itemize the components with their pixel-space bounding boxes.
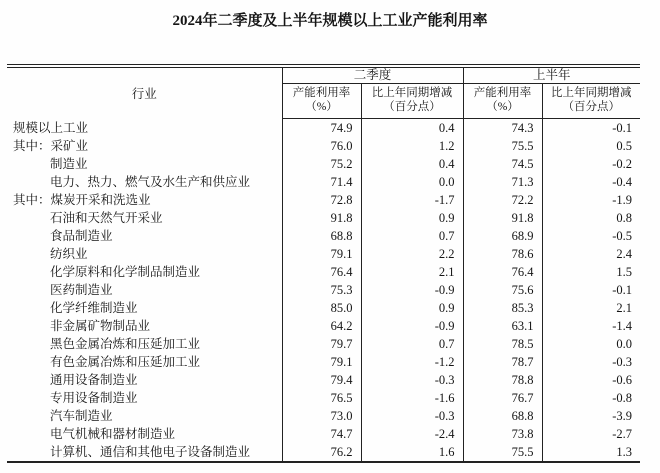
h1-change-cell: 1.3	[616, 445, 633, 459]
h1-change-cell: -0.1	[612, 121, 633, 135]
table-row	[7, 425, 640, 443]
q2-utilization-cell: 68.8	[282, 227, 361, 245]
q2-change-cell: -0.9	[361, 281, 463, 299]
h1-utilization-label: 产能利用率	[473, 87, 532, 99]
h1-change-label: 比上年同期增减	[551, 87, 632, 99]
q2-change-cell: -0.3	[361, 407, 463, 425]
industry-name-cell: 有色金属冶炼和压延加工业	[7, 353, 282, 371]
q2-change-cell: 0.0	[361, 173, 463, 191]
q2-change-cell: -0.9	[361, 317, 463, 335]
h1-utilization-cell: 68.9	[463, 227, 542, 245]
table-row	[7, 245, 640, 263]
h1-utilization-cell: 74.3	[463, 119, 542, 138]
industry-name-cell: 医药制造业	[7, 281, 282, 299]
industry-name-cell: 食品制造业	[7, 227, 282, 245]
h1-change-cell: -3.9	[612, 409, 633, 423]
col-header-industry: 行业	[7, 66, 282, 119]
h1-change-cell: 2.1	[616, 301, 633, 315]
table-row	[7, 281, 640, 299]
q2-utilization-cell: 75.3	[282, 281, 361, 299]
industry-name-cell: 黑色金属冶炼和压延加工业	[7, 335, 282, 353]
q2-utilization-cell: 79.7	[282, 335, 361, 353]
h1-utilization-cell: 76.7	[463, 389, 542, 407]
q2-utilization-cell: 74.7	[282, 425, 361, 443]
capacity-utilization-table	[7, 64, 640, 463]
q2-utilization-label: 产能利用率	[292, 87, 351, 99]
q2-utilization-cell: 76.2	[282, 443, 361, 462]
table-row	[7, 353, 640, 371]
q2-utilization-cell: 73.0	[282, 407, 361, 425]
q2-change-cell: -1.6	[361, 389, 463, 407]
q2-change-cell: 0.7	[361, 227, 463, 245]
h1-utilization-cell: 78.6	[463, 245, 542, 263]
h1-utilization-cell: 63.1	[463, 317, 542, 335]
h1-utilization-cell: 91.8	[463, 209, 542, 227]
h1-change-cell: 0.5	[616, 139, 633, 153]
h1-utilization-cell: 75.6	[463, 281, 542, 299]
q2-change-cell: 0.4	[361, 119, 463, 138]
h1-utilization-cell: 78.5	[463, 335, 542, 353]
industry-name-cell: 制造业	[7, 155, 282, 173]
q2-change-cell: -2.4	[361, 425, 463, 443]
table-row	[7, 317, 640, 335]
q2-change-cell: -1.2	[361, 353, 463, 371]
industry-name-cell: 石油和天然气开采业	[7, 209, 282, 227]
h1-change-cell: 0.8	[616, 211, 633, 225]
industry-name-cell: 通用设备制造业	[7, 371, 282, 389]
q2-change-cell: 2.1	[361, 263, 463, 281]
header-group-row	[7, 66, 640, 84]
table-row	[7, 227, 640, 245]
industry-name-cell: 纺织业	[7, 245, 282, 263]
h1-utilization-cell: 74.5	[463, 155, 542, 173]
h1-utilization-cell: 76.4	[463, 263, 542, 281]
table-row	[7, 389, 640, 407]
q2-change-label: 比上年同期增减	[371, 87, 453, 99]
table-body	[7, 119, 640, 463]
industry-name-cell: 计算机、通信和其他电子设备制造业	[7, 443, 282, 462]
table-row	[7, 209, 640, 227]
q2-utilization-cell: 64.2	[282, 317, 361, 335]
q2-utilization-cell: 79.4	[282, 371, 361, 389]
table-header	[7, 66, 640, 119]
table-row	[7, 299, 640, 317]
q2-utilization-cell: 71.4	[282, 173, 361, 191]
h1-change-cell: 0.0	[616, 337, 633, 351]
q2-utilization-cell: 85.0	[282, 299, 361, 317]
industry-name-cell: 电力、热力、燃气及水生产和供应业	[7, 173, 282, 191]
industry-name-cell: 化学原料和化学制品制造业	[7, 263, 282, 281]
table-row	[7, 335, 640, 353]
h1-change-cell: -0.8	[612, 391, 633, 405]
industry-name-cell: 汽车制造业	[7, 407, 282, 425]
q2-utilization-cell: 74.9	[282, 119, 361, 138]
table-row	[7, 137, 640, 155]
table-row	[7, 263, 640, 281]
q2-change-cell: -0.3	[361, 371, 463, 389]
q2-utilization-cell: 79.1	[282, 353, 361, 371]
h1-change-cell: -0.6	[612, 373, 633, 387]
h1-utilization-cell: 75.5	[463, 137, 542, 155]
h1-change-cell: -0.5	[612, 229, 633, 243]
h1-change-cell: 1.5	[616, 265, 633, 279]
q2-change-cell: 1.2	[361, 137, 463, 155]
q2-utilization-cell: 75.2	[282, 155, 361, 173]
h1-change-cell: -1.9	[612, 193, 633, 207]
h1-utilization-cell: 71.3	[463, 173, 542, 191]
page-title: 2024年二季度及上半年规模以上工业产能利用率	[172, 13, 488, 29]
industry-name-cell: 电气机械和器材制造业	[7, 425, 282, 443]
industry-name-cell: 专用设备制造业	[7, 389, 282, 407]
col-group-q2: 二季度	[282, 66, 463, 84]
industry-name-cell: 非金属矿物制品业	[7, 317, 282, 335]
q2-change-cell: 2.2	[361, 245, 463, 263]
q2-change-cell: 0.9	[361, 209, 463, 227]
col-header-q2-utilization	[282, 84, 361, 119]
col-group-h1: 上半年	[463, 66, 640, 84]
h1-change-unit: （百分点）	[562, 101, 621, 113]
h1-utilization-cell: 75.5	[463, 443, 542, 462]
h1-change-cell: 2.4	[616, 247, 633, 261]
h1-change-cell: -0.1	[612, 283, 633, 297]
h1-change-cell: -0.3	[612, 355, 633, 369]
col-header-h1-utilization	[463, 84, 542, 119]
table-row	[7, 407, 640, 425]
h1-utilization-unit: （%）	[486, 101, 519, 113]
h1-change-cell: -0.2	[612, 157, 633, 171]
table-row	[7, 191, 640, 209]
q2-utilization-cell: 91.8	[282, 209, 361, 227]
h1-utilization-cell: 78.8	[463, 371, 542, 389]
q2-change-cell: 0.7	[361, 335, 463, 353]
table-row	[7, 371, 640, 389]
q2-change-unit: （百分点）	[383, 101, 441, 113]
h1-utilization-cell: 73.8	[463, 425, 542, 443]
industry-name-cell: 其中：煤炭开采和洗选业	[7, 191, 282, 209]
q2-utilization-cell: 79.1	[282, 245, 361, 263]
table-row	[7, 443, 640, 462]
q2-utilization-cell: 76.0	[282, 137, 361, 155]
h1-utilization-cell: 68.8	[463, 407, 542, 425]
industry-name-cell: 规模以上工业	[7, 119, 282, 138]
table-row	[7, 155, 640, 173]
q2-utilization-cell: 76.5	[282, 389, 361, 407]
q2-utilization-unit: （%）	[305, 101, 338, 113]
col-header-h1-change	[542, 84, 640, 119]
table-row	[7, 119, 640, 138]
h1-change-cell: -1.4	[612, 319, 633, 333]
industry-name-cell: 其中：采矿业	[7, 137, 282, 155]
table-row	[7, 173, 640, 191]
q2-change-cell: 1.6	[361, 443, 463, 462]
h1-change-cell: -0.4	[612, 175, 633, 189]
q2-utilization-cell: 76.4	[282, 263, 361, 281]
h1-utilization-cell: 78.7	[463, 353, 542, 371]
industry-name-cell: 化学纤维制造业	[7, 299, 282, 317]
q2-utilization-cell: 72.8	[282, 191, 361, 209]
q2-change-cell: 0.9	[361, 299, 463, 317]
q2-change-cell: 0.4	[361, 155, 463, 173]
h1-change-cell: -2.7	[612, 427, 633, 441]
h1-utilization-cell: 72.2	[463, 191, 542, 209]
q2-change-cell: -1.7	[361, 191, 463, 209]
h1-utilization-cell: 85.3	[463, 299, 542, 317]
col-header-q2-change	[361, 84, 463, 119]
